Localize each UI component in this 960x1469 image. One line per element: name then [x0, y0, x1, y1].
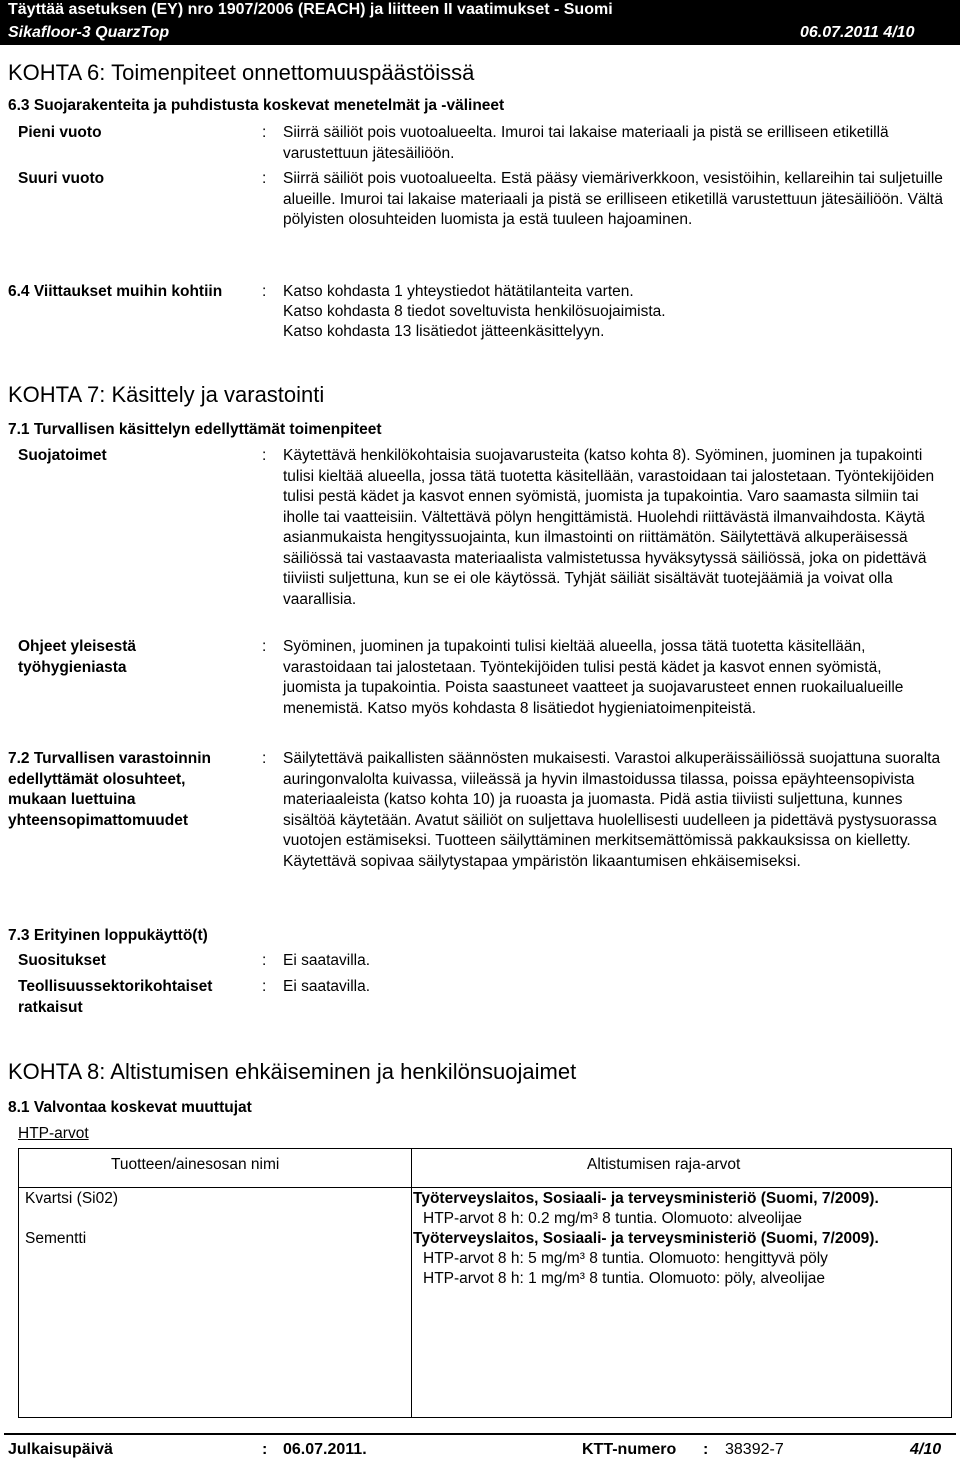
footer-ktt-label: KTT-numero: [582, 1441, 677, 1458]
row-1-source: Työterveyslaitos, Sosiaali- ja terveysministeriö (Suomi, 7/2009).: [413, 1190, 879, 1207]
colon: :: [262, 978, 267, 995]
section-6-4-label: 6.4 Viittaukset muihin kohtiin: [8, 283, 223, 300]
col-limits-header: Altistumisen raja-arvot: [587, 1156, 741, 1173]
recommendations-label: Suositukset: [18, 952, 106, 969]
header-date-page: 06.07.2011 4/10: [800, 24, 915, 41]
htp-heading: HTP-arvot: [18, 1125, 89, 1142]
large-spill-text: Siirrä säiliöt pois vuotoalueelta. Estä pääsy viemäriverkkoon, vesistöihin, kellareihin tai suljetuille alueille. Imuroi tai lakaise materiaali ja pistä se erilliseen etiketillä varustettuun jätesäiliöön. Vältä pölyisten olosuhteiden luomista ja estä tuuleen hajoaminen.: [283, 170, 943, 228]
colon: :: [262, 283, 267, 300]
footer-pub-label: Julkaisupäivä: [8, 1441, 113, 1458]
row-2-limit-2: HTP-arvot 8 h: 1 mg/m³ 8 tuntia. Olomuoto: pöly, alveolijae: [423, 1270, 826, 1287]
section-7-3-title: 7.3 Erityinen loppukäyttö(t): [8, 927, 208, 944]
section-7-1-title: 7.1 Turvallisen käsittelyn edellyttämät toimenpiteet: [8, 421, 382, 438]
hygiene-text: Syöminen, juominen ja tupakointi tulisi kieltää alueella, jossa tätä tuotetta käsitellään, varastoidaan tai jalostetaan. Työntekijöiden tulisi pestä kädet ja kasvot ennen syömistä, juomista ja tupakointia. Poista saastuneet vaatteet ja suojavarusteet ennen ruokailualueille menemistä. Katso myös kohdasta 8 lisätiedot hygieniatoimenpiteistä.: [283, 638, 904, 717]
regulation-text: Täyttää asetuksen (EY) nro 1907/2006 (REACH) ja liitteen II vaatimukset - Suomi: [8, 1, 613, 18]
section-6-3-title: 6.3 Suojarakenteita ja puhdistusta koskevat menetelmät ja -välineet: [8, 97, 505, 114]
s64-line-2: Katso kohdasta 8 tiedot soveltuvista henkilösuojaimista.: [283, 303, 666, 320]
section-7-title: KOHTA 7: Käsittely ja varastointi: [8, 382, 325, 407]
s64-line-1: Katso kohdasta 1 yhteystiedot hätätilanteita varten.: [283, 283, 634, 300]
colon: :: [262, 124, 267, 141]
footer-pub-value: 06.07.2011.: [283, 1441, 367, 1458]
s64-line-3: Katso kohdasta 13 lisätiedot jätteenkäsittelyyn.: [283, 323, 605, 340]
colon: :: [262, 170, 267, 187]
section-8-1-title: 8.1 Valvontaa koskevat muuttujat: [8, 1099, 252, 1116]
colon: :: [262, 952, 267, 969]
col-name-header: Tuotteen/ainesosan nimi: [111, 1156, 280, 1173]
small-spill-text: Siirrä säiliöt pois vuotoalueelta. Imuroi tai lakaise materiaali ja pistä se erilliseen etiketillä varustettuun jätesäiliöön.: [283, 124, 889, 162]
footer-page: 4/10: [910, 1441, 942, 1458]
hygiene-label: Ohjeet yleisestä työhygieniasta: [18, 638, 137, 676]
section-7-2-label: 7.2 Turvallisen varastoinnin edellyttämät olosuhteet, mukaan luettuina yhteensopimattomuudet: [8, 750, 212, 829]
row-1-name: Kvartsi (Si02): [25, 1190, 119, 1207]
recommendations-value: Ei saatavilla.: [283, 952, 371, 969]
industrial-label: Teollisuussektorikohtaiset ratkaisut: [18, 978, 213, 1016]
colon: :: [262, 750, 267, 767]
colon: :: [262, 1441, 268, 1458]
section-6-title: KOHTA 6: Toimenpiteet onnettomuuspäästöissä: [8, 60, 475, 85]
footer-rule: [4, 1433, 956, 1435]
product-name: Sikafloor-3 QuarzTop: [8, 24, 170, 41]
section-8-title: KOHTA 8: Altistumisen ehkäiseminen ja henkilönsuojaimet: [8, 1059, 577, 1084]
document-header: [0, 0, 960, 45]
colon: :: [262, 447, 267, 464]
row-1-limit: HTP-arvot 8 h: 0.2 mg/m³ 8 tuntia. Olomuoto: alveolijae: [423, 1210, 803, 1227]
footer-ktt-value: 38392-7: [725, 1441, 784, 1458]
htp-table: [18, 1148, 952, 1418]
row-2-name: Sementti: [25, 1230, 87, 1247]
colon: :: [262, 638, 267, 655]
industrial-value: Ei saatavilla.: [283, 978, 371, 995]
small-spill-label: Pieni vuoto: [18, 124, 102, 141]
colon: :: [703, 1441, 709, 1458]
protective-label: Suojatoimet: [18, 447, 107, 464]
s72-text: Säilytettävä paikallisten säännösten mukaisesti. Varastoi alkuperäissäiliössä suojattuna suoralta auringonvalolta kuivassa, viileässä ja hyvin ilmastoidussa tilassa, poissa epäyhteensopivista materiaaleista (katso kohta 10) ja ruoasta ja juomasta. Pidä astia tiiviisti suljettuna, kunnes sisältöä käytetään. Avatut säiliöt on suljettava huolellisesti uudelleen ja pidettävä pystysuorassa vuotojen estämiseksi. Tuotteen säilyttäminen merkitsemättömissä pakkauksissa on kielletty. Käytettävä sopivaa säilytystapaa ympäristön likaantumisen ehkäisemiseksi.: [283, 750, 941, 870]
protective-text: Käytettävä henkilökohtaisia suojavarusteita (katso kohta 8). Syöminen, juominen ja tupakointi tulisi kieltää alueella, jossa tätä tuotetta käsitellään, varastoidaan tai jalostetaan. Työntekijöiden tulisi pestä kädet ja kasvot ennen syömistä, juomista ja tupakointia. Varo saamasta silmiin tai iholle tai vaatteisiin. Vältettävä pölyn hengittämistä. Huolehdi riittävästä ilmanvaihdosta. Käytä asianmukaista hengityssuojainta, kun ilmastointi on riittämätön. Säilytettävä alkuperäisessä säiliössä tai vastaavasta materiaalista valmistetussa hyväksytyssä säiliössä, joka on pidettävä tiiviisti suljettuna, kun se ei ole käytössä. Tyhjät säiliät sisältävät tuotejäämiä ja voivat olla vaarallisia.: [283, 447, 935, 608]
row-2-source: Työterveyslaitos, Sosiaali- ja terveysministeriö (Suomi, 7/2009).: [413, 1230, 879, 1247]
large-spill-label: Suuri vuoto: [18, 170, 105, 187]
row-2-limit-1: HTP-arvot 8 h: 5 mg/m³ 8 tuntia. Olomuoto: hengittyvä pöly: [423, 1250, 828, 1267]
table-divider: [411, 1187, 412, 1417]
